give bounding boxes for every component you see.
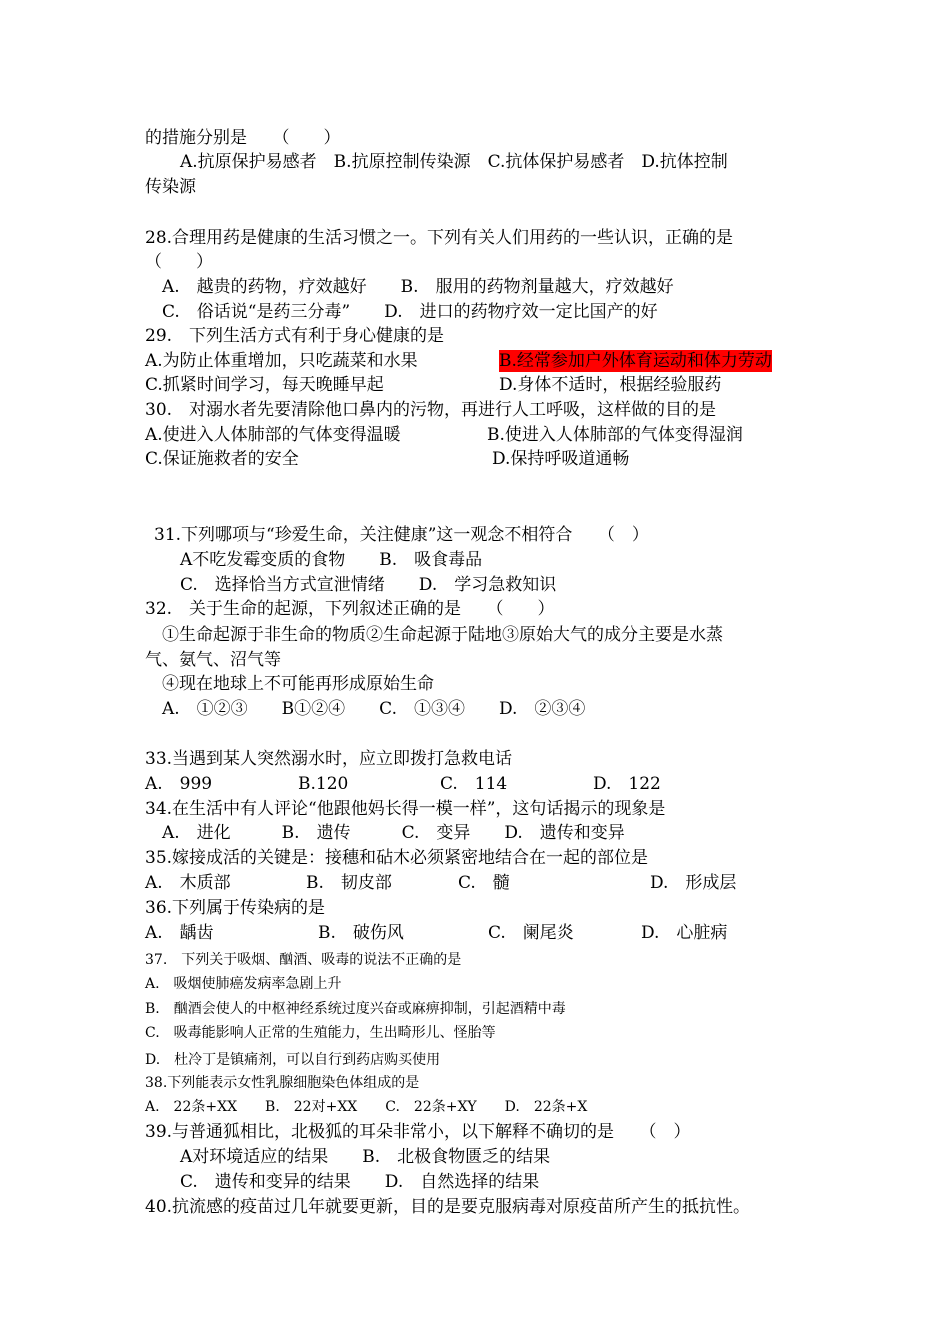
q39-options-ab: A对环境适应的结果 B. 北极食物匮乏的结果 xyxy=(180,1147,551,1167)
q35-stem: 35.嫁接成活的关键是：接穗和砧木必须紧密地结合在一起的部位是 xyxy=(145,848,649,868)
q37-option-d: D. 杜冷丁是镇痛剂，可以自行到药店购买使用 xyxy=(145,1052,441,1068)
q40-stem: 40.抗流感的疫苗过几年就要更新，目的是要克服病毒对原疫苗所产生的抵抗性。 xyxy=(145,1197,751,1217)
q36-option-d: D. 心脏病 xyxy=(641,923,728,943)
q37-option-a: A. 吸烟使肺癌发病率急剧上升 xyxy=(145,976,342,992)
q29-stem: 29. 下列生活方式有利于身心健康的是 xyxy=(145,326,445,346)
q37-option-c: C. 吸毒能影响人正常的生殖能力，生出畸形儿、怪胎等 xyxy=(145,1025,496,1041)
q27-options: A.抗原保护易感者 B.抗原控制传染源 C.抗体保护易感者 D.抗体控制 xyxy=(180,152,728,172)
q35-option-c: C. 髓 xyxy=(458,873,510,893)
q33-option-c: C. 114 xyxy=(440,774,508,794)
q38-options: A. 22条+XX B. 22对+XX C. 22条+XY D. 22条+X xyxy=(145,1099,588,1115)
q34-stem: 34.在生活中有人评论“他跟他妈长得一模一样”，这句话揭示的现象是 xyxy=(145,799,666,819)
q35-option-d: D. 形成层 xyxy=(650,873,737,893)
q27-options-wrap: 传染源 xyxy=(145,177,196,197)
q29-option-c: C.抓紧时间学习，每天晚睡早起 xyxy=(145,375,384,395)
q32-stem: 32. 关于生命的起源，下列叙述正确的是 （ ） xyxy=(145,599,555,619)
q28-stem: 28.合理用药是健康的生活习惯之一。下列有关人们用药的一些认识，正确的是 xyxy=(145,228,734,248)
q38-stem: 38.下列能表示女性乳腺细胞染色体组成的是 xyxy=(145,1075,420,1091)
q30-option-a: A.使进入人体肺部的气体变得温暖 xyxy=(145,425,401,445)
q32-statements: ①生命起源于非生命的物质②生命起源于陆地③原始大气的成分主要是水蒸 xyxy=(162,625,723,645)
q29-option-a: A.为防止体重增加，只吃蔬菜和水果 xyxy=(145,351,418,371)
q32-statements-wrap: 气、氨气、沼气等 xyxy=(145,650,281,670)
q30-stem: 30. 对溺水者先要清除他口鼻内的污物，再进行人工呼吸，这样做的目的是 xyxy=(145,400,717,420)
q34-options: A. 进化 B. 遗传 C. 变异 D. 遗传和变异 xyxy=(162,823,625,843)
q31-options-ab: A不吃发霉变质的食物 B. 吸食毒品 xyxy=(180,550,483,570)
q33-option-d: D. 122 xyxy=(593,774,661,794)
q33-option-b: B.120 xyxy=(298,774,349,794)
q33-option-a: A. 999 xyxy=(145,774,213,794)
q39-stem: 39.与普通狐相比，北极狐的耳朵非常小，以下解释不确切的是 （ ） xyxy=(145,1122,691,1142)
q30-option-c: C.保证施救者的安全 xyxy=(145,449,299,469)
q36-option-a: A. 龋齿 xyxy=(145,923,214,943)
q36-option-c: C. 阑尾炎 xyxy=(488,923,574,943)
q36-stem: 36.下列属于传染病的是 xyxy=(145,898,326,918)
q35-option-a: A. 木质部 xyxy=(145,873,231,893)
q28-options-cd: C. 俗话说“是药三分毒” D. 进口的药物疗效一定比国产的好 xyxy=(162,302,658,322)
q32-statement-4: ④现在地球上不可能再形成原始生命 xyxy=(162,674,434,694)
q30-option-d: D.保持呼吸道通畅 xyxy=(492,449,630,469)
q32-options: A. ①②③ B①②④ C. ①③④ D. ②③④ xyxy=(162,699,586,719)
q36-option-b: B. 破伤风 xyxy=(318,923,404,943)
q39-options-cd: C. 遗传和变异的结果 D. 自然选择的结果 xyxy=(180,1172,540,1192)
q33-stem: 33.当遇到某人突然溺水时，应立即拨打急救电话 xyxy=(145,749,513,769)
q35-option-b: B. 韧皮部 xyxy=(306,873,392,893)
q28-paren: （ ） xyxy=(145,252,213,272)
q28-options-ab: A. 越贵的药物，疗效越好 B. 服用的药物剂量越大，疗效越好 xyxy=(162,277,674,297)
q30-option-b: B.使进入人体肺部的气体变得湿润 xyxy=(487,425,743,445)
q31-stem: 31.下列哪项与“珍爱生命，关注健康”这一观念不相符合 （ ） xyxy=(154,525,649,545)
q37-option-b: B. 酗酒会使人的中枢神经系统过度兴奋或麻痹抑制，引起酒精中毒 xyxy=(145,1001,566,1017)
q37-stem: 37. 下列关于吸烟、酗酒、吸毒的说法不正确的是 xyxy=(145,952,462,968)
q29-option-b-highlighted: B.经常参加户外体育运动和体力劳动 xyxy=(499,351,772,371)
q27-tail: 的措施分别是 （ ） xyxy=(145,128,341,148)
q31-options-cd: C. 选择恰当方式宣泄情绪 D. 学习急救知识 xyxy=(180,575,557,595)
q29-option-d: D.身体不适时，根据经验服药 xyxy=(499,375,722,395)
